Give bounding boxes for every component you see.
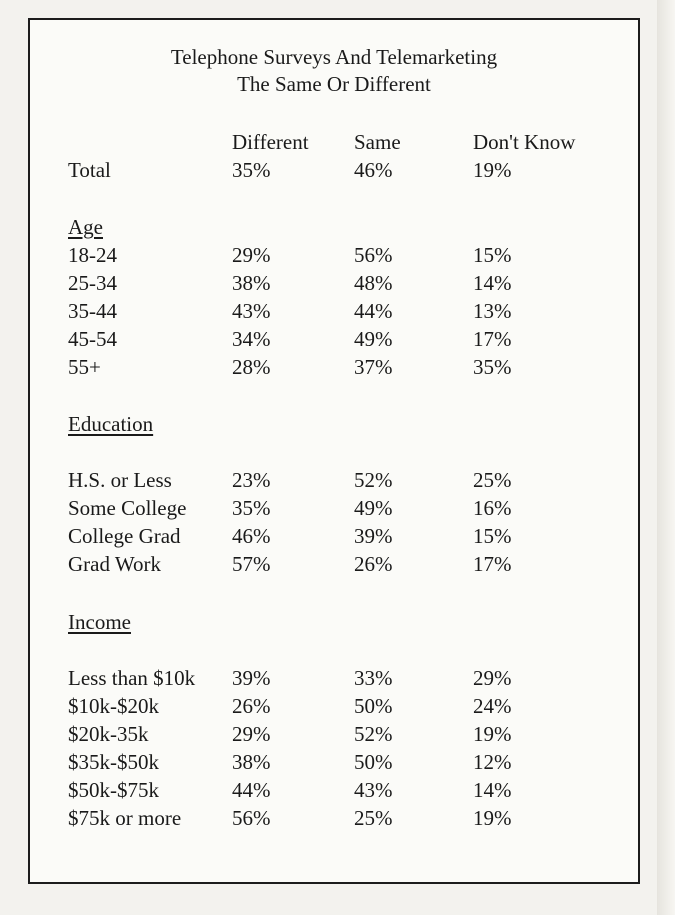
table-cell-dont-know: 16%: [473, 496, 512, 520]
table-row-label: $50k-$75k: [68, 778, 159, 802]
table-cell-dont-know: 14%: [473, 271, 512, 295]
table-cell-same: 44%: [354, 299, 393, 323]
table-cell-dont-know: 15%: [473, 243, 512, 267]
table-frame: [28, 18, 640, 884]
total-dont-know: 19%: [473, 158, 512, 182]
table-cell-same: 52%: [354, 722, 393, 746]
table-cell-same: 49%: [354, 496, 393, 520]
table-cell-dont-know: 17%: [473, 327, 512, 351]
table-cell-same: 50%: [354, 750, 393, 774]
section-heading-income: Income: [68, 610, 131, 634]
section-heading-age: Age: [68, 215, 103, 239]
table-row-label: 55+: [68, 355, 101, 379]
table-cell-different: 39%: [232, 666, 271, 690]
table-cell-same: 43%: [354, 778, 393, 802]
table-cell-different: 23%: [232, 468, 271, 492]
table-cell-same: 37%: [354, 355, 393, 379]
table-row-label: 25-34: [68, 271, 117, 295]
table-cell-same: 26%: [354, 552, 393, 576]
table-cell-different: 57%: [232, 552, 271, 576]
table-cell-same: 56%: [354, 243, 393, 267]
table-cell-dont-know: 14%: [473, 778, 512, 802]
column-header-different: Different: [232, 130, 309, 154]
table-row-label: 45-54: [68, 327, 117, 351]
table-cell-different: 38%: [232, 271, 271, 295]
table-cell-dont-know: 19%: [473, 806, 512, 830]
table-cell-same: 25%: [354, 806, 393, 830]
column-header-same: Same: [354, 130, 401, 154]
table-row-label: College Grad: [68, 524, 181, 548]
table-row-label: 35-44: [68, 299, 117, 323]
table-cell-different: 43%: [232, 299, 271, 323]
table-row-label: H.S. or Less: [68, 468, 172, 492]
table-cell-different: 35%: [232, 496, 271, 520]
table-cell-dont-know: 17%: [473, 552, 512, 576]
page-edge: [657, 0, 675, 915]
table-cell-different: 46%: [232, 524, 271, 548]
table-cell-different: 29%: [232, 243, 271, 267]
table-row-label: Some College: [68, 496, 187, 520]
total-label: Total: [68, 158, 111, 182]
table-row-label: Less than $10k: [68, 666, 196, 690]
table-cell-dont-know: 35%: [473, 355, 512, 379]
table-cell-same: 50%: [354, 694, 393, 718]
total-same: 46%: [354, 158, 393, 182]
column-header-dont-know: Don't Know: [473, 130, 576, 154]
table-cell-dont-know: 19%: [473, 722, 512, 746]
table-row-label: $20k-35k: [68, 722, 149, 746]
table-row-label: $75k or more: [68, 806, 182, 830]
table-cell-dont-know: 24%: [473, 694, 512, 718]
table-cell-different: 29%: [232, 722, 271, 746]
table-cell-different: 28%: [232, 355, 271, 379]
table-cell-dont-know: 25%: [473, 468, 512, 492]
title-line-1: Telephone Surveys And Telemarketing: [170, 45, 498, 69]
table-cell-same: 48%: [354, 271, 393, 295]
table-row-label: $10k-$20k: [68, 694, 159, 718]
table-cell-same: 49%: [354, 327, 393, 351]
title-line-2: The Same Or Different: [237, 72, 431, 96]
table-cell-different: 56%: [232, 806, 271, 830]
table-row-label: Grad Work: [68, 552, 161, 576]
table-cell-dont-know: 12%: [473, 750, 512, 774]
table-cell-dont-know: 13%: [473, 299, 512, 323]
table-row-label: $35k-$50k: [68, 750, 159, 774]
table-cell-different: 38%: [232, 750, 271, 774]
total-different: 35%: [232, 158, 271, 182]
table-row-label: 18-24: [68, 243, 117, 267]
section-heading-education: Education: [68, 412, 154, 436]
table-cell-dont-know: 29%: [473, 666, 512, 690]
table-cell-different: 34%: [232, 327, 271, 351]
table-cell-different: 44%: [232, 778, 271, 802]
table-cell-same: 33%: [354, 666, 393, 690]
table-cell-dont-know: 15%: [473, 524, 512, 548]
table-cell-same: 52%: [354, 468, 393, 492]
table-cell-same: 39%: [354, 524, 393, 548]
table-cell-different: 26%: [232, 694, 271, 718]
